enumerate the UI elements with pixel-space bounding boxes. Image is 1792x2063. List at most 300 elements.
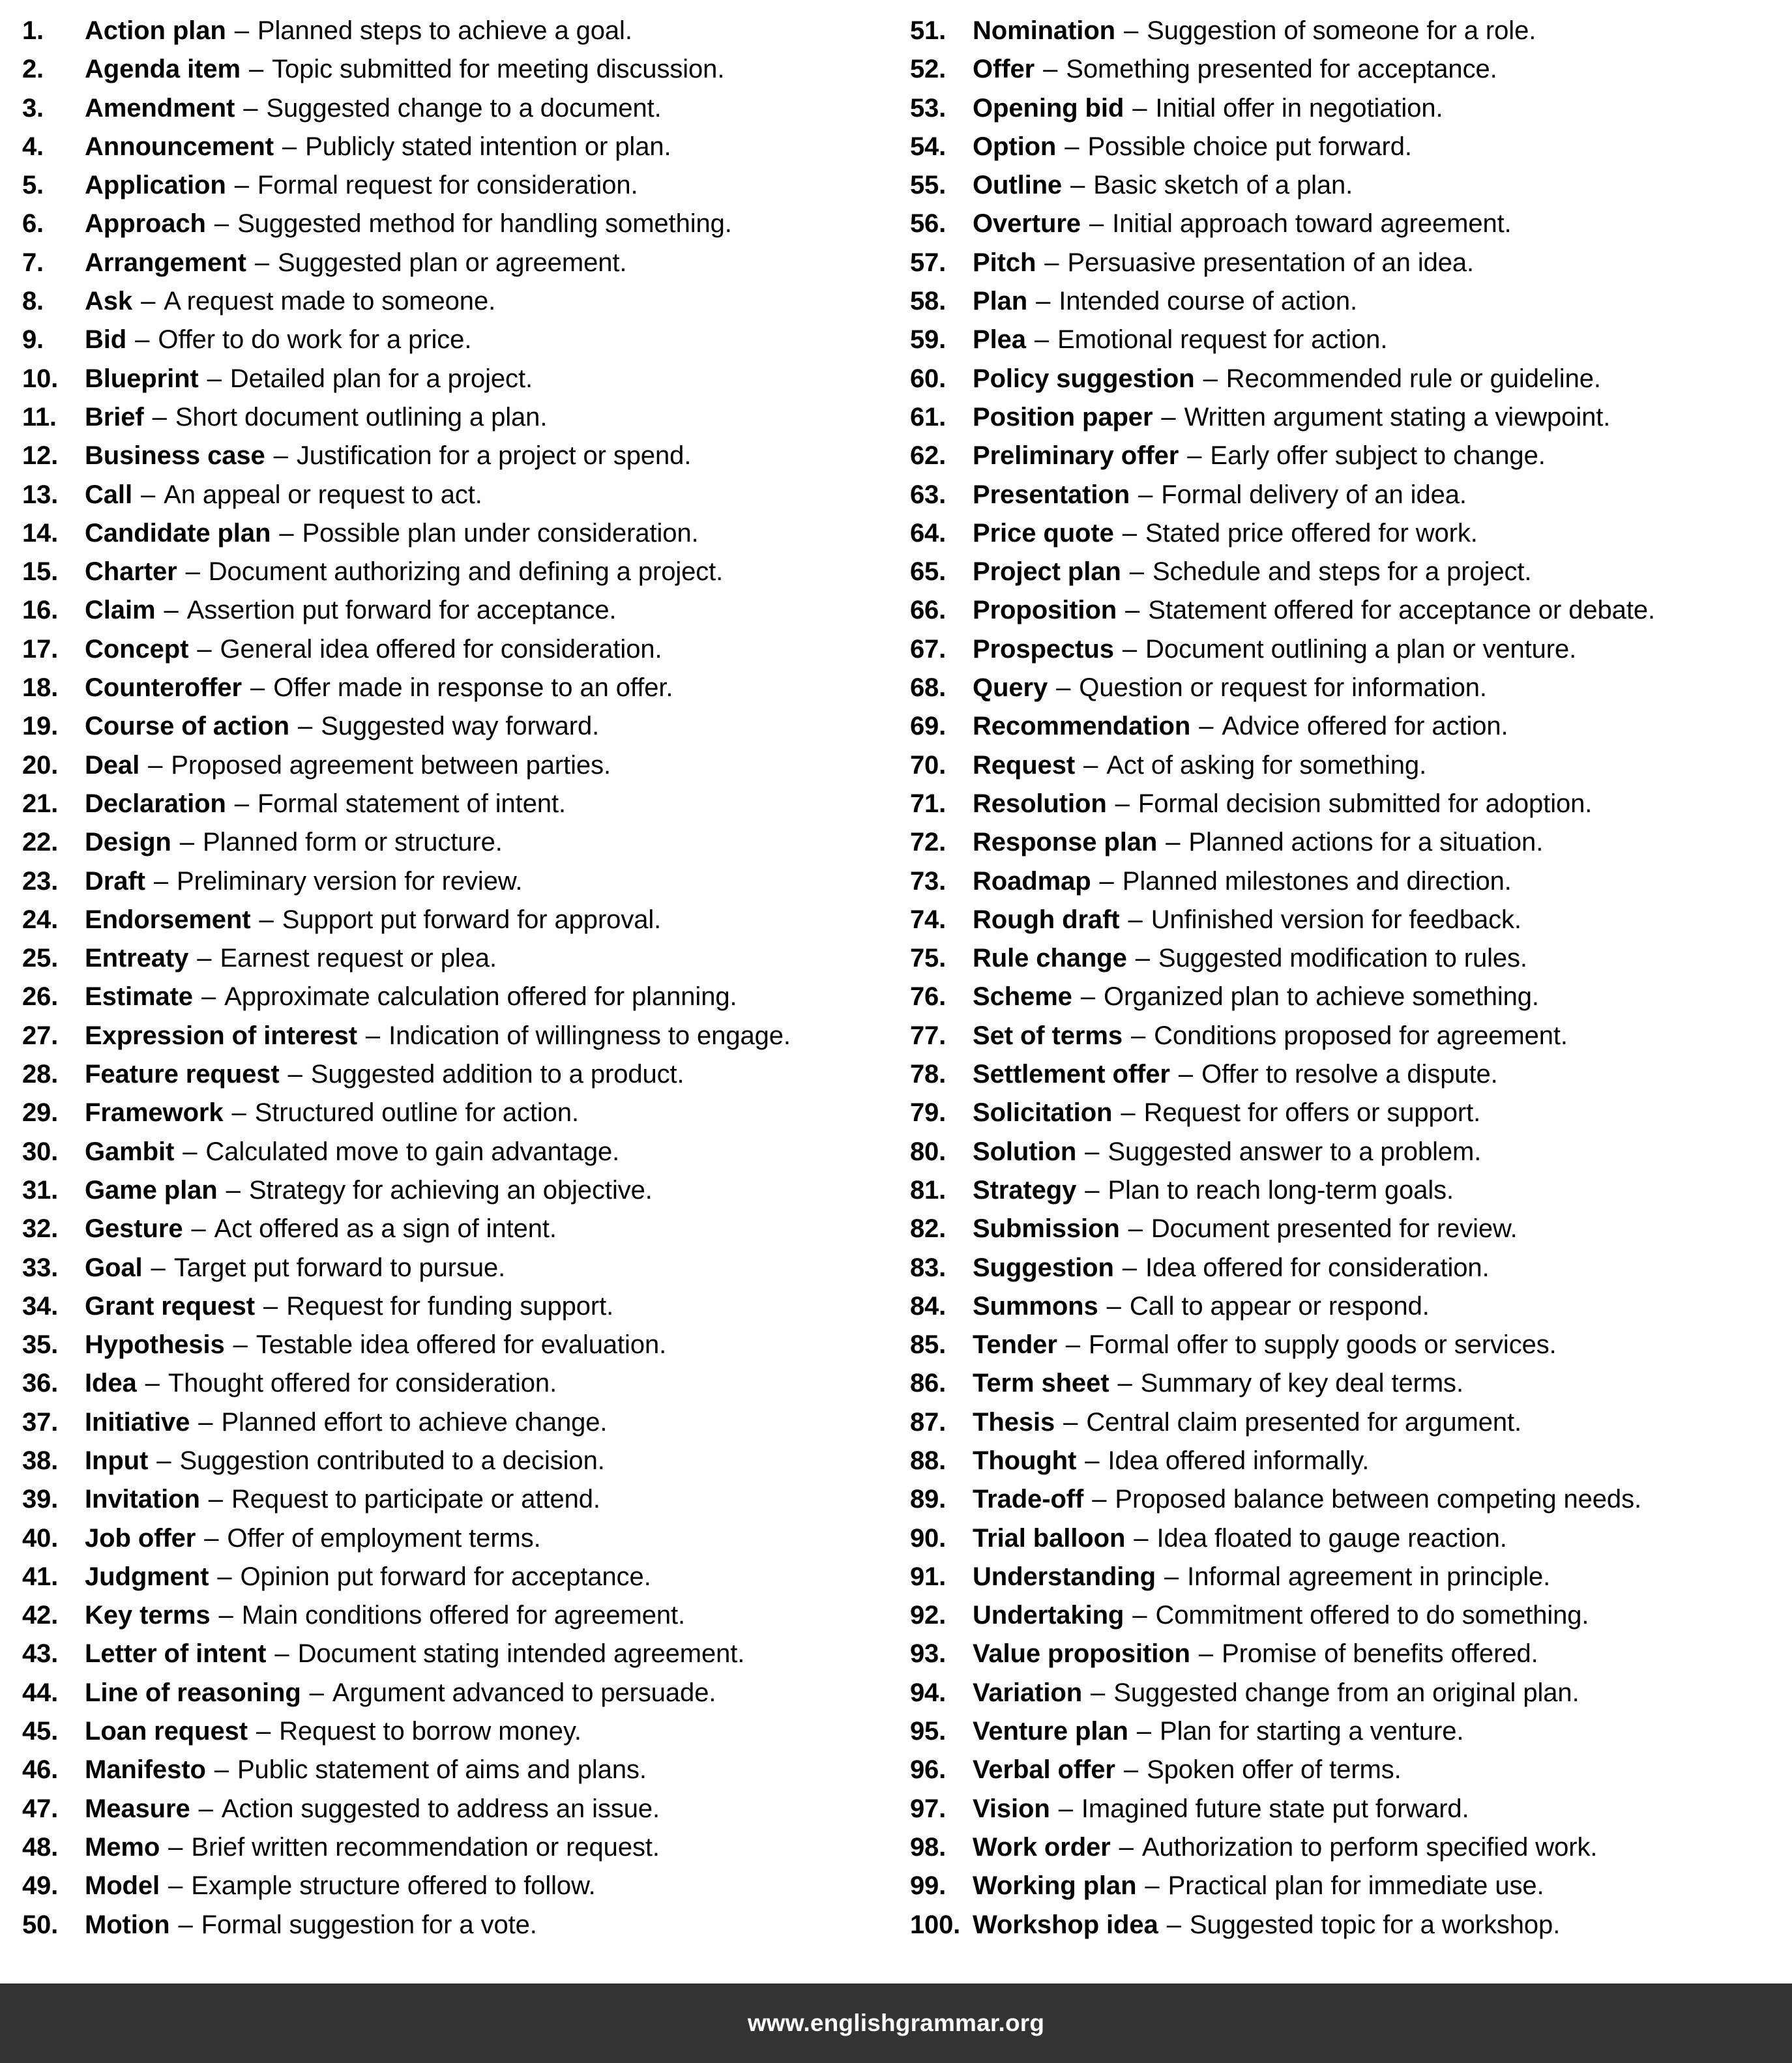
list-item-body xyxy=(973,707,1508,746)
list-item-body xyxy=(973,630,1576,669)
list-item-term: Key terms xyxy=(85,1601,211,1630)
list-item-separator: – xyxy=(252,905,281,934)
list-item-term: Solicitation xyxy=(973,1098,1113,1128)
list-item-number: 7. xyxy=(22,248,44,277)
list-item-body xyxy=(85,1403,607,1442)
list-item-separator: – xyxy=(128,325,157,355)
list-item-body xyxy=(85,785,566,823)
list-item-body xyxy=(85,669,673,707)
list-item-number: 17. xyxy=(22,634,59,664)
list-item-definition: Brief written recommendation or request. xyxy=(191,1832,660,1862)
list-item xyxy=(22,1364,889,1403)
list-item-definition: Authorization to perform specified work. xyxy=(1141,1832,1598,1862)
list-item-number: 60. xyxy=(910,364,947,393)
list-item-number: 100. xyxy=(910,1910,961,1939)
list-item xyxy=(910,321,1785,359)
list-item-definition: Action suggested to address an issue. xyxy=(221,1794,660,1823)
list-item-number: 68. xyxy=(910,673,947,703)
list-item-body xyxy=(973,1867,1544,1905)
list-item-definition: Emotional request for action. xyxy=(1057,325,1388,355)
list-item-term: Option xyxy=(973,132,1057,161)
list-item-separator: – xyxy=(243,673,272,703)
list-item xyxy=(22,89,889,128)
list-item xyxy=(910,166,1785,205)
website-url: www.englishgrammar.org xyxy=(747,2010,1045,2036)
list-item xyxy=(910,360,1785,398)
list-item-definition: Target put forward to pursue. xyxy=(173,1253,506,1282)
list-item-number: 29. xyxy=(22,1098,59,1128)
list-item-separator: – xyxy=(1083,1678,1113,1707)
list-item-number: 99. xyxy=(910,1871,947,1901)
list-item-separator: – xyxy=(1029,287,1058,316)
list-item-definition: Unfinished version for feedback. xyxy=(1151,905,1521,934)
list-item xyxy=(22,1249,889,1287)
list-item-term: Suggestion xyxy=(973,1253,1114,1282)
list-item-body xyxy=(85,1017,791,1055)
list-item-number: 70. xyxy=(910,750,947,780)
list-item xyxy=(910,1558,1785,1596)
list-item-definition: Act offered as a sign of intent. xyxy=(214,1214,557,1244)
list-item-separator: – xyxy=(1191,1639,1221,1669)
list-item-definition: Offer to resolve a dispute. xyxy=(1201,1060,1498,1089)
list-item-definition: Suggestion contributed to a decision. xyxy=(179,1446,605,1475)
list-item xyxy=(910,1171,1785,1210)
list-item-separator: – xyxy=(171,1910,200,1939)
list-item-number: 15. xyxy=(22,557,59,587)
list-item xyxy=(22,321,889,359)
list-item-term: Judgment xyxy=(85,1562,209,1591)
list-item-body xyxy=(85,939,497,978)
list-item-separator: – xyxy=(1049,673,1078,703)
list-item-definition: Document outlining a plan or venture. xyxy=(1145,634,1577,664)
list-item-definition: Suggested change to a document. xyxy=(266,93,662,123)
list-item-term: Input xyxy=(85,1446,149,1475)
list-item xyxy=(910,437,1785,475)
list-item-number: 18. xyxy=(22,673,59,703)
list-item-separator: – xyxy=(1036,55,1065,84)
list-item-definition: Topic submitted for meeting discussion. xyxy=(272,55,725,84)
list-item-separator: – xyxy=(134,287,163,316)
list-item-number: 14. xyxy=(22,518,59,548)
list-item-separator: – xyxy=(1108,789,1137,818)
list-item-term: Entreaty xyxy=(85,944,189,973)
list-item-body xyxy=(85,1867,596,1905)
list-item-body xyxy=(973,398,1610,437)
list-item-body xyxy=(973,591,1655,630)
list-item-number: 54. xyxy=(910,132,947,161)
list-item xyxy=(22,398,889,437)
list-item-number: 50. xyxy=(22,1910,59,1939)
list-item xyxy=(910,1596,1785,1635)
list-item-number: 63. xyxy=(910,480,947,509)
list-item-definition: Suggested change from an original plan. xyxy=(1113,1678,1579,1707)
list-item-term: Call xyxy=(85,480,132,509)
list-item xyxy=(22,1867,889,1905)
list-item-body xyxy=(85,282,495,321)
list-item-body xyxy=(85,89,662,128)
list-item-number: 93. xyxy=(910,1639,947,1669)
list-item-definition: Suggested topic for a workshop. xyxy=(1189,1910,1561,1939)
list-item-definition: Formal delivery of an idea. xyxy=(1161,480,1467,509)
list-item-separator: – xyxy=(1058,1330,1087,1360)
list-item xyxy=(910,939,1785,978)
list-item-definition: Spoken offer of terms. xyxy=(1147,1755,1402,1785)
list-item-body xyxy=(85,978,737,1016)
list-item-body xyxy=(85,205,732,243)
list-item-definition: Suggested answer to a problem. xyxy=(1108,1137,1482,1166)
list-item-number: 67. xyxy=(910,634,947,664)
list-item-body xyxy=(85,1094,579,1132)
list-item-definition: Document stating intended agreement. xyxy=(297,1639,745,1669)
list-item-term: Value proposition xyxy=(973,1639,1190,1669)
list-item-separator: – xyxy=(207,209,237,239)
list-item-body xyxy=(973,282,1357,321)
list-item-separator: – xyxy=(1158,828,1188,857)
list-item-number: 57. xyxy=(910,248,947,277)
list-item-term: Loan request xyxy=(85,1717,248,1746)
list-item-term: Submission xyxy=(973,1214,1120,1244)
list-item-separator: – xyxy=(1156,1562,1186,1591)
list-item-term: Draft xyxy=(85,866,145,896)
list-item-body xyxy=(973,1519,1507,1558)
list-item-body xyxy=(973,89,1443,128)
list-item-definition: Main conditions offered for agreement. xyxy=(241,1601,686,1630)
list-item-body xyxy=(85,591,616,630)
list-item-body xyxy=(973,1133,1481,1171)
list-item-separator: – xyxy=(1085,1485,1114,1514)
list-item-definition: Justification for a project or spend. xyxy=(296,441,692,471)
list-item-number: 78. xyxy=(910,1060,947,1089)
list-item xyxy=(910,282,1785,321)
list-item-definition: Formal offer to supply goods or services. xyxy=(1088,1330,1557,1360)
list-item-term: Opening bid xyxy=(973,93,1124,123)
list-item xyxy=(910,1326,1785,1364)
list-item-definition: Formal decision submitted for adoption. xyxy=(1138,789,1593,818)
list-item-term: Course of action xyxy=(85,712,289,741)
list-item-body xyxy=(973,1558,1550,1596)
list-item-number: 2. xyxy=(22,55,44,84)
list-item xyxy=(22,1596,889,1635)
list-item-separator: – xyxy=(218,1175,248,1205)
list-item xyxy=(22,1790,889,1828)
list-item-term: Model xyxy=(85,1871,160,1901)
list-item xyxy=(22,1674,889,1712)
list-item-separator: – xyxy=(267,1639,297,1669)
list-item-term: Project plan xyxy=(973,557,1121,587)
list-item-separator: – xyxy=(191,1407,220,1437)
list-item-separator: – xyxy=(1180,441,1209,471)
list-item-term: Bid xyxy=(85,325,127,355)
list-item-number: 45. xyxy=(22,1717,59,1746)
list-item-body xyxy=(85,128,671,166)
list-item xyxy=(22,1558,889,1596)
list-item xyxy=(910,244,1785,282)
list-item-definition: Suggested modification to rules. xyxy=(1158,944,1527,973)
list-item xyxy=(22,1055,889,1094)
list-item-number: 84. xyxy=(910,1291,947,1321)
list-item-body xyxy=(973,514,1478,553)
list-item-body xyxy=(973,12,1536,50)
list-item-number: 42. xyxy=(22,1601,59,1630)
list-item-number: 5. xyxy=(22,171,44,200)
list-item-term: Business case xyxy=(85,441,265,471)
list-item-term: Arrangement xyxy=(85,248,246,277)
list-item-separator: – xyxy=(1111,1832,1141,1862)
list-item-term: Job offer xyxy=(85,1523,196,1553)
list-item-term: Position paper xyxy=(973,402,1153,432)
list-item xyxy=(22,282,889,321)
list-item-separator: – xyxy=(172,828,201,857)
list-item-separator: – xyxy=(1125,93,1154,123)
list-item-separator: – xyxy=(1116,16,1146,45)
list-item xyxy=(910,1133,1785,1171)
list-item-number: 13. xyxy=(22,480,59,509)
list-item xyxy=(22,1442,889,1480)
list-item xyxy=(910,553,1785,591)
list-item-body xyxy=(85,1674,716,1712)
list-item-separator: – xyxy=(272,518,301,548)
list-item-body xyxy=(973,1442,1369,1480)
list-item xyxy=(910,707,1785,746)
list-item-term: Strategy xyxy=(973,1175,1077,1205)
list-item-number: 81. xyxy=(910,1175,947,1205)
list-item-number: 53. xyxy=(910,93,947,123)
list-item xyxy=(910,1055,1785,1094)
list-item-number: 96. xyxy=(910,1755,947,1785)
list-item-number: 95. xyxy=(910,1717,947,1746)
list-item-number: 37. xyxy=(22,1407,59,1437)
list-item-definition: Suggested plan or agreement. xyxy=(278,248,627,277)
list-item-separator: – xyxy=(1116,1755,1146,1785)
list-item-term: Claim xyxy=(85,596,156,625)
list-item-body xyxy=(973,1326,1557,1364)
list-item-body xyxy=(973,1906,1560,1944)
list-item-definition: Central claim presented for argument. xyxy=(1086,1407,1522,1437)
list-item-body xyxy=(85,244,626,282)
list-item-definition: Indication of willingness to engage. xyxy=(389,1021,791,1050)
list-item-definition: Request for funding support. xyxy=(286,1291,614,1321)
list-item-term: Letter of intent xyxy=(85,1639,267,1669)
list-item-definition: Practical plan for immediate use. xyxy=(1168,1871,1544,1901)
list-item-definition: Request to borrow money. xyxy=(279,1717,581,1746)
list-item-term: Resolution xyxy=(973,789,1107,818)
list-item-separator: – xyxy=(1123,1021,1153,1050)
list-item xyxy=(910,901,1785,939)
list-item-number: 3. xyxy=(22,93,44,123)
list-item-term: Proposition xyxy=(973,596,1117,625)
list-item xyxy=(22,1751,889,1789)
list-item-term: Rule change xyxy=(973,944,1127,973)
list-item-number: 72. xyxy=(910,828,947,857)
list-item-body xyxy=(973,1751,1402,1789)
list-item-number: 11. xyxy=(22,402,57,432)
list-item-definition: Early offer subject to change. xyxy=(1210,441,1546,471)
list-item xyxy=(22,978,889,1016)
list-item xyxy=(910,1094,1785,1132)
list-item-term: Blueprint xyxy=(85,364,199,393)
list-item-definition: Possible plan under consideration. xyxy=(302,518,699,548)
list-item-definition: Suggested method for handling something. xyxy=(237,209,732,239)
list-item-definition: Summary of key deal terms. xyxy=(1140,1369,1463,1398)
list-item-term: Gambit xyxy=(85,1137,175,1166)
list-item-separator: – xyxy=(266,441,295,471)
list-item-term: Response plan xyxy=(973,828,1158,857)
list-item xyxy=(22,1519,889,1558)
list-item xyxy=(22,1712,889,1751)
list-item xyxy=(910,1249,1785,1287)
list-item-number: 55. xyxy=(910,171,947,200)
list-item-separator: – xyxy=(1121,1214,1150,1244)
list-item-number: 75. xyxy=(910,944,947,973)
list-item-body xyxy=(973,669,1487,707)
list-item-definition: Organized plan to achieve something. xyxy=(1104,982,1539,1012)
list-item-number: 69. xyxy=(910,712,947,741)
list-item-separator: – xyxy=(1154,402,1183,432)
list-item-number: 46. xyxy=(22,1755,59,1785)
list-item-separator: – xyxy=(1099,1291,1128,1321)
list-item xyxy=(910,12,1785,50)
list-item xyxy=(22,12,889,50)
list-item-definition: Offer to do work for a price. xyxy=(158,325,472,355)
list-item-number: 79. xyxy=(910,1098,947,1128)
list-item-number: 74. xyxy=(910,905,947,934)
list-item xyxy=(22,630,889,669)
list-item xyxy=(910,398,1785,437)
list-item-definition: Question or request for information. xyxy=(1079,673,1487,703)
list-item-definition: Request for offers or support. xyxy=(1143,1098,1481,1128)
list-item-body xyxy=(973,785,1592,823)
list-item-definition: Idea offered informally. xyxy=(1108,1446,1370,1475)
list-item-number: 85. xyxy=(910,1330,947,1360)
list-item-term: Line of reasoning xyxy=(85,1678,301,1707)
list-item-term: Recommendation xyxy=(973,712,1191,741)
list-item-number: 82. xyxy=(910,1214,947,1244)
list-item-term: Framework xyxy=(85,1098,224,1128)
list-item xyxy=(22,128,889,166)
list-item-separator: – xyxy=(191,1794,220,1823)
list-item-definition: Formal statement of intent. xyxy=(257,789,566,818)
list-item-separator: – xyxy=(1063,171,1093,200)
list-item xyxy=(910,1751,1785,1789)
list-item-body xyxy=(85,1210,557,1248)
list-item-body xyxy=(973,1249,1490,1287)
list-item xyxy=(910,514,1785,553)
list-item-separator: – xyxy=(201,1485,230,1514)
list-item-body xyxy=(85,50,724,89)
list-item-number: 83. xyxy=(910,1253,947,1282)
list-item-definition: Call to appear or respond. xyxy=(1129,1291,1430,1321)
list-item-separator: – xyxy=(1051,1794,1080,1823)
list-item-term: Action plan xyxy=(85,16,226,45)
list-item xyxy=(910,1364,1785,1403)
list-item-term: Goal xyxy=(85,1253,143,1282)
list-item-number: 52. xyxy=(910,55,947,84)
list-item-separator: – xyxy=(227,789,256,818)
list-item-body xyxy=(85,1751,647,1789)
list-item xyxy=(910,1674,1785,1712)
list-item-separator: – xyxy=(1056,1407,1085,1437)
list-item-separator: – xyxy=(199,364,229,393)
list-item-separator: – xyxy=(1171,1060,1201,1089)
list-item xyxy=(910,205,1785,243)
list-item-body xyxy=(973,1674,1579,1712)
list-item-body xyxy=(85,1480,600,1519)
list-item-body xyxy=(85,1133,619,1171)
list-item-definition: Written argument stating a viewpoint. xyxy=(1184,402,1611,432)
list-item-number: 97. xyxy=(910,1794,947,1823)
list-item-separator: – xyxy=(1138,1871,1167,1901)
list-item-number: 22. xyxy=(22,828,59,857)
list-item-term: Roadmap xyxy=(973,866,1091,896)
list-item-number: 59. xyxy=(910,325,947,355)
list-item-separator: – xyxy=(1115,1253,1144,1282)
list-item-term: Expression of interest xyxy=(85,1021,357,1050)
list-item-body xyxy=(973,437,1546,475)
list-item-definition: Idea offered for consideration. xyxy=(1145,1253,1490,1282)
list-item-number: 49. xyxy=(22,1871,59,1901)
list-item-definition: Basic sketch of a plan. xyxy=(1093,171,1353,200)
list-item-body xyxy=(85,321,471,359)
list-item-definition: Plan for starting a venture. xyxy=(1160,1717,1464,1746)
list-item-term: Vision xyxy=(973,1794,1050,1823)
list-item xyxy=(22,1326,889,1364)
list-item-body xyxy=(973,978,1539,1016)
list-item-term: Announcement xyxy=(85,132,274,161)
list-item-number: 24. xyxy=(22,905,59,934)
list-item-term: Understanding xyxy=(973,1562,1156,1591)
list-item-definition: Structured outline for action. xyxy=(254,1098,579,1128)
list-item-definition: Planned milestones and direction. xyxy=(1122,866,1512,896)
list-item-separator: – xyxy=(241,55,271,84)
list-item-body xyxy=(85,1287,613,1326)
list-item-number: 23. xyxy=(22,866,59,896)
list-item-body xyxy=(85,1055,684,1094)
list-item-number: 36. xyxy=(22,1369,59,1398)
list-item-definition: Assertion put forward for acceptance. xyxy=(186,596,617,625)
list-item-separator: – xyxy=(184,1214,213,1244)
list-item xyxy=(910,1403,1785,1442)
list-item-definition: Planned effort to achieve change. xyxy=(221,1407,608,1437)
list-item-body xyxy=(973,244,1474,282)
list-item xyxy=(22,553,889,591)
list-item-definition: Support put forward for approval. xyxy=(282,905,662,934)
list-item xyxy=(910,862,1785,901)
list-item-separator: – xyxy=(1159,1910,1188,1939)
list-item-term: Nomination xyxy=(973,16,1115,45)
list-item-term: Solution xyxy=(973,1137,1077,1166)
list-item-number: 76. xyxy=(910,982,947,1012)
list-item-body xyxy=(973,1480,1641,1519)
list-item xyxy=(22,707,889,746)
list-item-body xyxy=(85,1906,537,1944)
list-item-number: 66. xyxy=(910,596,947,625)
list-item-term: Summons xyxy=(973,1291,1098,1321)
list-item-body xyxy=(973,1171,1454,1210)
list-item-number: 8. xyxy=(22,287,44,316)
list-item-body xyxy=(973,1596,1589,1635)
list-item-separator: – xyxy=(1115,634,1145,664)
list-item-term: Request xyxy=(973,750,1076,780)
list-item xyxy=(22,437,889,475)
list-item-number: 61. xyxy=(910,402,947,432)
list-item-body xyxy=(973,1017,1568,1055)
list-item-number: 6. xyxy=(22,209,44,239)
list-item-separator: – xyxy=(226,1330,255,1360)
list-item-number: 98. xyxy=(910,1832,947,1862)
list-item xyxy=(22,1133,889,1171)
list-item-separator: – xyxy=(1125,1601,1154,1630)
list-item-number: 77. xyxy=(910,1021,947,1050)
